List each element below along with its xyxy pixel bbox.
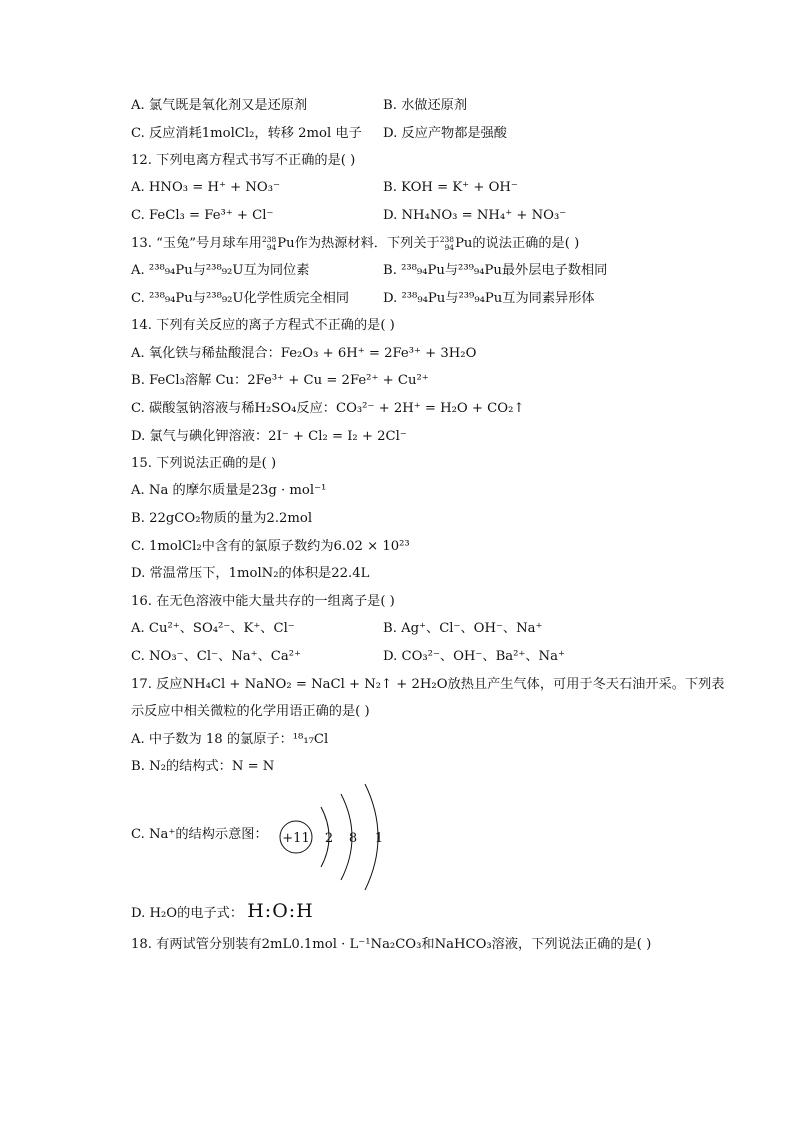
q11-option-d: D. 反应产物都是强酸 [383,126,507,141]
q13-stem-post: Pu的说法正确的是( ) [455,236,580,251]
q11-option-b: B. 水做还原剂 [383,98,468,113]
q17-stem-line2: 示反应中相关微粒的化学用语正确的是( ) [131,704,370,719]
q14-option-c: C. 碳酸氢钠溶液与稀H₂SO₄反应：CO₃²⁻ + 2H⁺ = H₂O + CO₂↑ [131,401,525,416]
q17-option-c-label: C. Na⁺的结构示意图： [131,827,268,842]
q12-option-d: D. NH₄NO₃ = NH₄⁺ + NO₃⁻ [383,208,567,223]
q13-stem-mid: Pu作为热源材料．下列关于 [277,236,440,251]
q12-option-b: B. KOH = K⁺ + OH⁻ [383,180,518,195]
q15-stem: 15. 下列说法正确的是( ) [131,456,277,471]
q17-stem-line1: 17. 反应NH₄Cl + NaNO₂ = NaCl + N₂↑ + 2H₂O放热且产生气体，可用于冬天石油开采。下列表 [131,677,725,692]
water-lewis-structure: H:O:H [247,900,314,922]
q15-option-b: B. 22gCO₂物质的量为2.2mol [131,511,313,526]
q12-option-c: C. FeCl₃ = Fe³⁺ + Cl⁻ [131,208,274,223]
q13-option-d: D. ²³⁸₉₄Pu与²³⁹₉₄Pu互为同素异形体 [383,291,595,306]
q11-option-a: A. 氯气既是氧化剂又是还原剂 [131,98,308,113]
q11-option-c: C. 反应消耗1molCl₂，转移 2mol 电子 [131,126,362,141]
q17-option-b: B. N₂的结构式：N = N [131,759,275,774]
sodium-ion-structure-diagram [131,782,391,892]
q13-stem-pre: 13. “玉兔”号月球车用 [131,236,262,251]
q18-stem: 18. 有两试管分别装有2mL0.1mol · L⁻¹Na₂CO₃和NaHCO₃溶液，下列说法正确的是( ) [131,937,652,952]
q14-option-a: A. 氧化铁与稀盐酸混合：Fe₂O₃ + 6H⁺ = 2Fe³⁺ + 3H₂O [131,346,477,361]
q16-stem: 16. 在无色溶液中能大量共存的一组离子是( ) [131,594,395,609]
q16-option-a: A. Cu²⁺、SO₄²⁻、K⁺、Cl⁻ [131,621,295,636]
q16-option-c: C. NO₃⁻、Cl⁻、Na⁺、Ca²⁺ [131,649,301,664]
q17-option-a: A. 中子数为 18 的氯原子：¹⁸₁₇Cl [131,732,329,747]
q17-option-d-label: D. H₂O的电子式： [131,906,244,921]
nuclide-notation: 238 94 [439,235,455,252]
q13-stem [131,235,579,253]
shell-count-2: 8 [348,831,358,846]
q16-option-b: B. Ag⁺、Cl⁻、OH⁻、Na⁺ [383,621,543,636]
shell-count-1: 2 [324,831,334,846]
q15-option-d: D. 常温常压下，1molN₂的体积是22.4L [131,566,370,581]
q12-stem: 12. 下列电离方程式书写不正确的是( ) [131,153,356,168]
q13-option-c: C. ²³⁸₉₄Pu与²³⁸₉₂U化学性质完全相同 [131,291,350,306]
q14-option-d: D. 氯气与碘化钾溶液：2I⁻ + Cl₂ = I₂ + 2Cl⁻ [131,429,407,444]
q16-option-d: D. CO₃²⁻、OH⁻、Ba²⁺、Na⁺ [383,649,565,664]
q17-option-d [131,902,314,923]
shell-count-3: 1 [374,831,384,846]
q14-stem: 14. 下列有关反应的离子方程式不正确的是( ) [131,318,395,333]
q15-option-c: C. 1molCl₂中含有的氯原子数约为6.02 × 10²³ [131,539,410,554]
nucleus-charge: +11 [282,831,310,846]
q13-option-b: B. ²³⁸₉₄Pu与²³⁹₉₄Pu最外层电子数相同 [383,263,608,278]
q13-option-a: A. ²³⁸₉₄Pu与²³⁸₉₂U互为同位素 [131,263,310,278]
nuclide-notation: 238 94 [261,235,277,252]
q14-option-b: B. FeCl₃溶解 Cu：2Fe³⁺ + Cu = 2Fe²⁺ + Cu²⁺ [131,373,429,388]
q12-option-a: A. HNO₃ = H⁺ + NO₃⁻ [131,180,280,195]
q15-option-a: A. Na 的摩尔质量是23g · mol⁻¹ [131,483,327,498]
